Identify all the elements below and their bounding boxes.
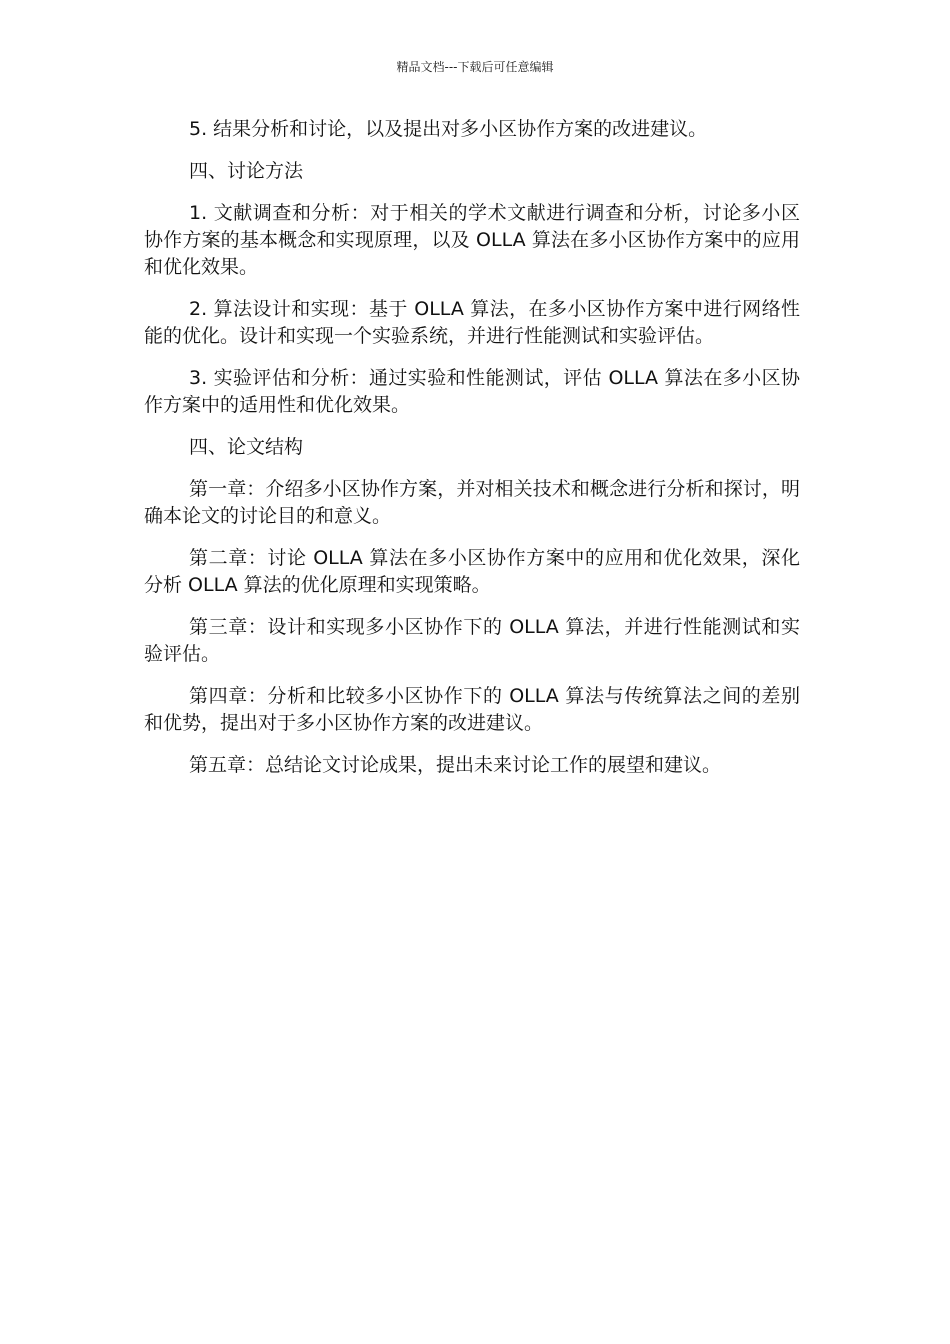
paragraph-literature-review: 1. 文献调查和分析：对于相关的学术文献进行调查和分析，讨论多小区协作方案的基本概念和实现原理，以及 OLLA 算法在多小区协作方案中的应用和优化效果。 (144, 202, 800, 278)
paragraph-chapter-4: 第四章：分析和比较多小区协作下的 OLLA 算法与传统算法之间的差别和优势，提出对于多小区协作方案的改进建议。 (144, 685, 800, 734)
paragraph-chapter-3: 第三章：设计和实现多小区协作下的 OLLA 算法，并进行性能测试和实验评估。 (144, 616, 800, 665)
paragraph-chapter-5: 第五章：总结论文讨论成果，提出未来讨论工作的展望和建议。 (189, 754, 722, 776)
paragraph-algorithm-design: 2. 算法设计和实现：基于 OLLA 算法，在多小区协作方案中进行网络性能的优化。设计和实现一个实验系统，并进行性能测试和实验评估。 (144, 298, 800, 347)
section-heading-structure: 四、论文结构 (189, 436, 304, 458)
paragraph-result-analysis: 5. 结果分析和讨论，以及提出对多小区协作方案的改进建议。 (189, 118, 708, 140)
page-header: 精品文档---下载后可任意编辑 (396, 60, 554, 74)
paragraph-chapter-1: 第一章：介绍多小区协作方案，并对相关技术和概念进行分析和探讨，明确本论文的讨论目的和意义。 (144, 478, 800, 527)
paragraph-experiment-evaluation: 3. 实验评估和分析：通过实验和性能测试，评估 OLLA 算法在多小区协作方案中的适用性和优化效果。 (144, 367, 800, 416)
paragraph-chapter-2: 第二章：讨论 OLLA 算法在多小区协作方案中的应用和优化效果，深化分析 OLLA 算法的优化原理和实现策略。 (144, 547, 800, 596)
section-heading-methods: 四、讨论方法 (189, 160, 304, 182)
document-body (144, 116, 800, 794)
